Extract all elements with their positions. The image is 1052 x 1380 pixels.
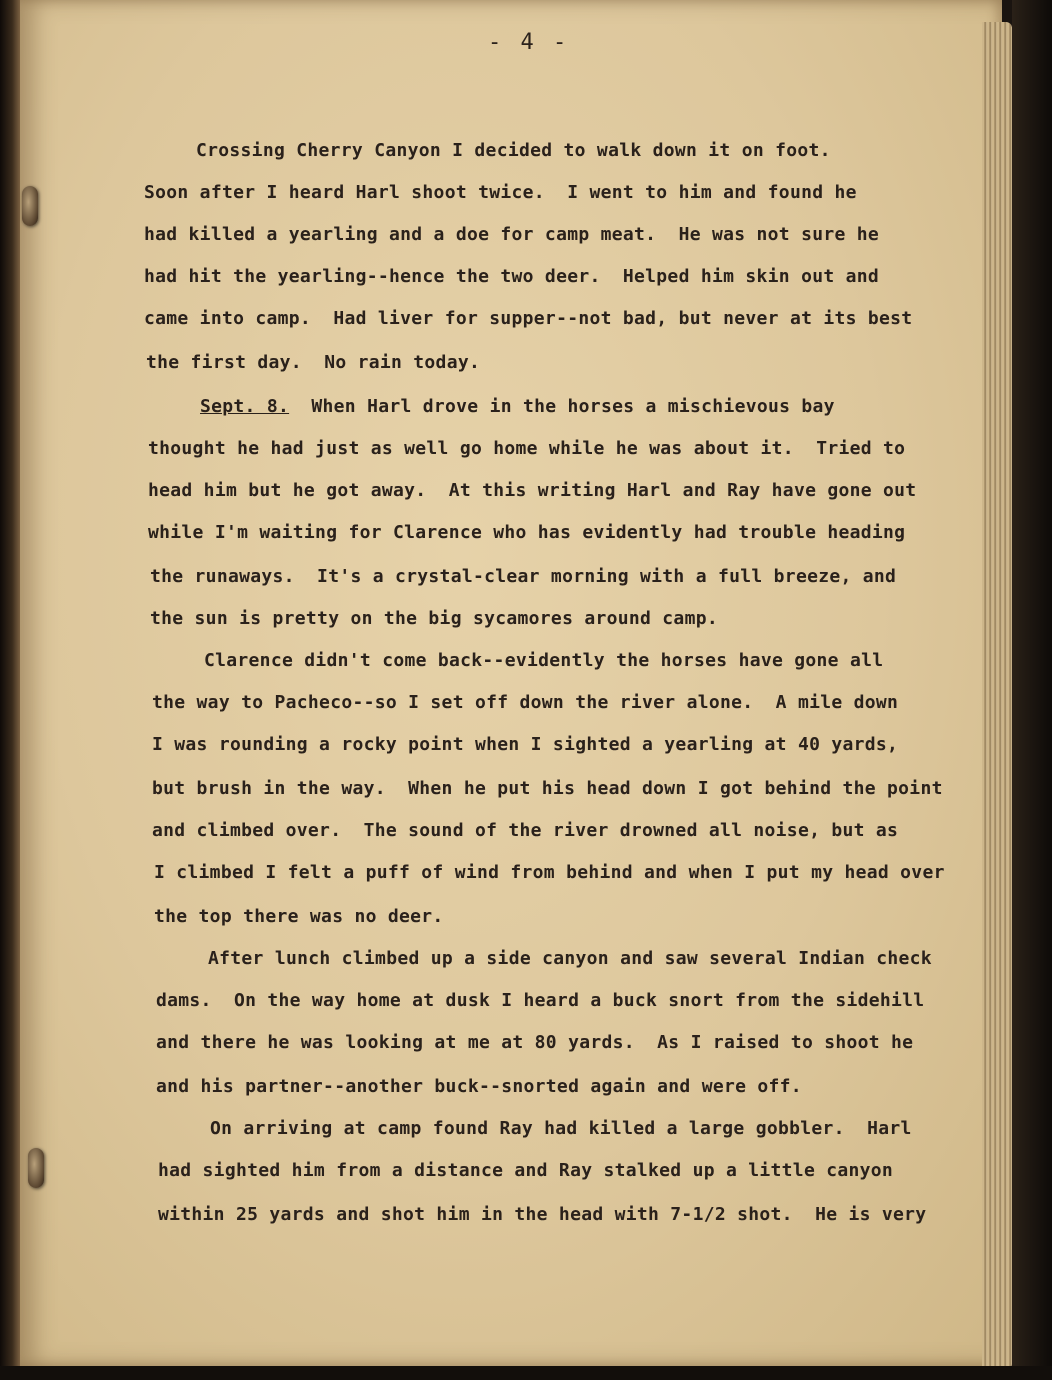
text-line: On arriving at camp found Ray had killed a large gobbler. Harl <box>210 1118 912 1139</box>
text-line: Crossing Cherry Canyon I decided to walk down it on foot. <box>196 140 831 161</box>
text-line: the sun is pretty on the big sycamores around camp. <box>150 608 718 629</box>
text-line: the top there was no deer. <box>154 906 444 927</box>
text-line: I climbed I felt a puff of wind from behind and when I put my head over <box>154 862 945 883</box>
text-line: and his partner--another buck--snorted again and were off. <box>156 1076 802 1097</box>
text-line: while I'm waiting for Clarence who has evidently had trouble heading <box>148 522 906 543</box>
date-heading: Sept. 8. <box>200 396 290 417</box>
text-line: within 25 yards and shot him in the head with 7-1/2 shot. He is very <box>158 1204 927 1225</box>
text-line: Clarence didn't come back--evidently the horses have gone all <box>204 650 884 671</box>
text-line: had killed a yearling and a doe for camp meat. He was not sure he <box>144 224 880 245</box>
text-line: I was rounding a rocky point when I sighted a yearling at 40 yards, <box>152 734 899 755</box>
text-line: After lunch climbed up a side canyon and saw several Indian check <box>208 948 932 969</box>
page-number: - 4 - <box>488 30 570 55</box>
text-line: had sighted him from a distance and Ray stalked up a little canyon <box>158 1160 894 1181</box>
text-line: the runaways. It's a crystal-clear morning with a full breeze, and <box>150 566 897 587</box>
binder-cover-edge <box>1012 0 1052 1380</box>
text-line: had hit the yearling--hence the two deer. Helped him skin out and <box>144 266 880 287</box>
text-line: the first day. No rain today. <box>146 352 481 373</box>
text-line: head him but he got away. At this writing Harl and Ray have gone out <box>148 480 917 501</box>
page-edges <box>982 22 1012 1370</box>
text-segment: When Harl drove in the horses a mischievous bay <box>289 396 835 417</box>
text-line: dams. On the way home at dusk I heard a buck snort from the sidehill <box>156 990 925 1011</box>
text-line-sept8 <box>200 396 835 417</box>
text-line: thought he had just as well go home while he was about it. Tried to <box>148 438 906 459</box>
typewritten-page <box>20 0 1002 1366</box>
text-line: and climbed over. The sound of the river drowned all noise, but as <box>152 820 899 841</box>
text-line: but brush in the way. When he put his head down I got behind the point <box>152 778 943 799</box>
bottom-shadow <box>0 1366 1052 1380</box>
binder-ring-top <box>22 186 38 226</box>
binder-ring-bottom <box>28 1148 44 1188</box>
text-line: the way to Pacheco--so I set off down the river alone. A mile down <box>152 692 899 713</box>
binding-edge <box>0 0 22 1380</box>
text-line: came into camp. Had liver for supper--not bad, but never at its best <box>144 308 913 329</box>
text-line: and there he was looking at me at 80 yards. As I raised to shoot he <box>156 1032 914 1053</box>
text-line: Soon after I heard Harl shoot twice. I went to him and found he <box>144 182 857 203</box>
